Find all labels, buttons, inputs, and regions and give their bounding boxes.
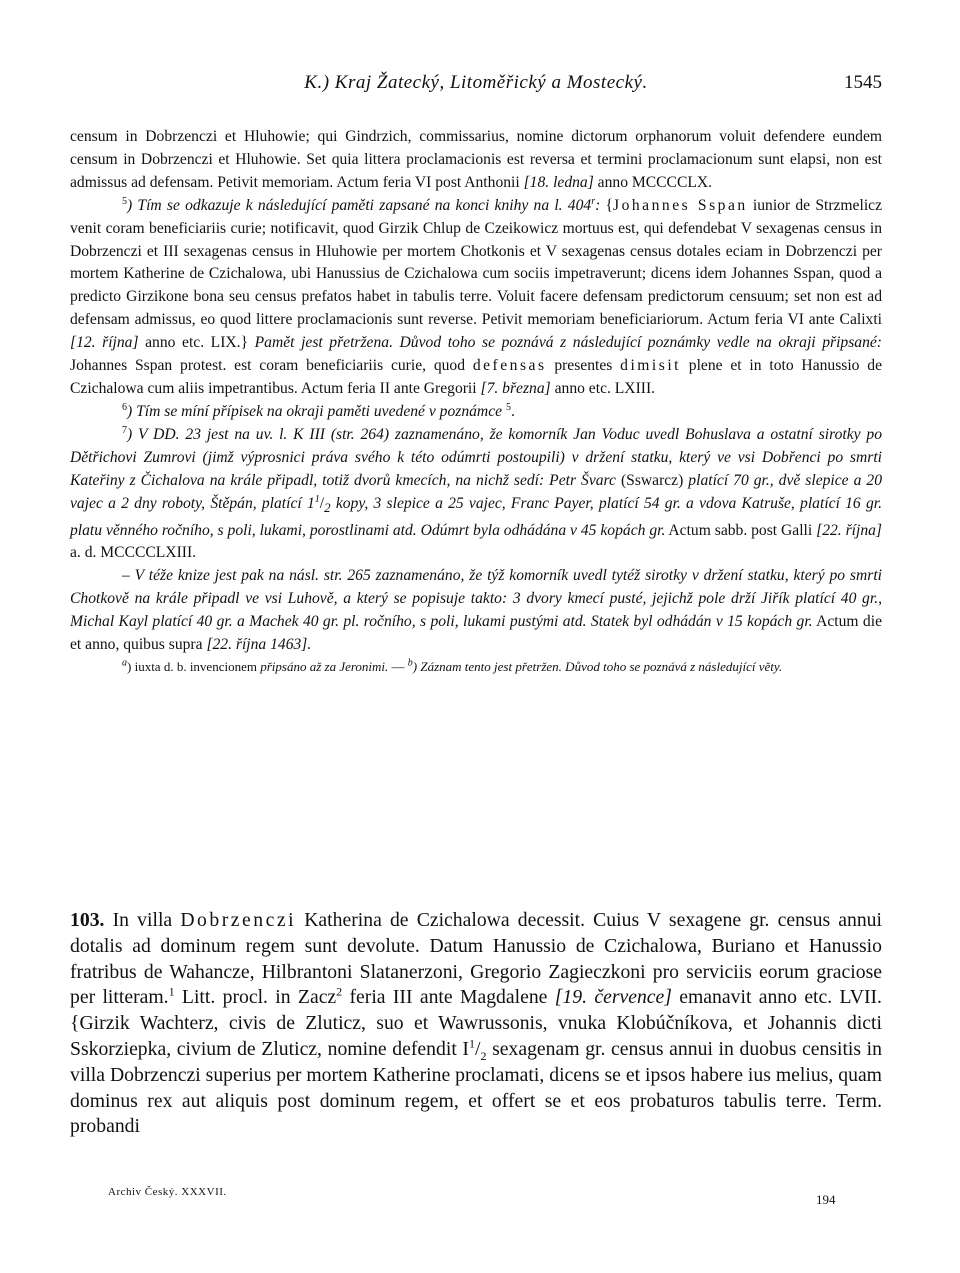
superscript: r bbox=[591, 195, 596, 207]
spaced-name: Johannes Sspan bbox=[613, 196, 748, 214]
entry-103: 103. In villa Dobrzenczi Katherina de Czichalowa decessit. Cuius V sexagene gr. census annui dotalis ad dominum regem sunt devolute. Datum Hanussio de Czichalowa, Buriano et Hanussio fratribus de Wahancze, Hilbrantoni Slatanerzoni, Gregorio Zagieczkoni pro serviciis eorum graciose per litteram.$^1$ Litt. procl. in Zacz$^2$ feria III ante Magdalene [19. července] emanavit anno etc. LVII. {Girzik Wachterz, civis de Zluticz, suo et Wawrussonis, vnuka Klobúčníkova, et Johannis dicti Sskorziepka, civium de Zluticz, nomine defendit $I^1/_2$ sexagenam gr. census annui in duobus censitis in villa Dobrzenczi superius per mortem Katherine proclamati, dicens se et ipsos habere ius melius, quam dominus rex aut aliquis post dominum regem, et offert se et eos probaturos tabulis terre. Term. probandi bbox=[70, 909, 882, 1138]
note-italic: platící 70 gr., dvě slepice a 20 vajec a 2 dny roboty, Štěpán, platící 1 bbox=[70, 471, 882, 512]
note-italic: ) Tím se míní přípisek na okraji paměti uvedené v poznámce bbox=[127, 402, 506, 420]
entry-text: Girzik Wachterz, civis de Zluticz, suo et Wawrussonis, vnuka Klobúčníkova, et Johannis dicti Sskorziepka, civium de Zluticz, nomine defendit I bbox=[70, 1012, 882, 1060]
note-text: Actum sabb. post Galli bbox=[665, 521, 817, 539]
note-text: . bbox=[510, 402, 515, 420]
footnote-5 bbox=[70, 195, 882, 401]
note-italic: ) V DD. 23 jest na uv. l. K III (str. 264) zaznamenáno, že komorník Jan Voduc uvedl Bohuslava a ostatní sirotky po Dětřichovi Zumrovi (jimž výprosnici práva svého k této odúmrti postoupili) v držení statku, který ve vsi Dobřenci po smrti Kateřiny z Čichalova na krále připadl, totiž dvorů kmecích, na nichž sedí: Petr Švarc bbox=[70, 425, 882, 489]
spaced-word: defensas bbox=[472, 357, 547, 375]
note-italic: ) Tím se odkazuje k následující paměti zapsané na konci knihy na l. 404 bbox=[127, 196, 592, 214]
footnote-6 bbox=[70, 401, 882, 424]
apparatus-separator: — bbox=[388, 658, 408, 674]
page-number: 1545 bbox=[844, 72, 882, 93]
footnotes-block bbox=[70, 126, 882, 676]
fraction-numerator: 1 bbox=[314, 493, 320, 505]
date-gloss: [22. října 1463]. bbox=[206, 636, 312, 654]
note-text: Actum die et anno, quibus supra bbox=[70, 613, 882, 654]
entry-text: feria III ante Magdalene bbox=[342, 986, 555, 1009]
note-text: anno etc. LXIII. bbox=[550, 379, 656, 397]
footnote-7-continued bbox=[70, 565, 882, 657]
note-italic: kopy, 3 slepice a 25 vajec, Franc Payer, platící 54 gr. a vdova Katruše, platící 16 gr. platu věnného ročního, s poli, lukami, porostlinami atd. Odúmrt byla odhádána v 45 kopách gr. bbox=[70, 494, 882, 539]
date-gloss: [7. března] bbox=[480, 379, 551, 397]
apparatus-text: ) iuxta d. b. invencionem bbox=[127, 658, 261, 674]
note-text: iunior de Strzmelicz venit coram beneficiariis curie; notificavit, quod Girzik Chlup de Czeikowicz mortuus est, qui defendebat V sexagenas census in Dobrzenczi et III sexagenas census in Hluhowie per mortem Chotkonis et V sexagenas census dotales eciam in Dobrzenczi per mortem Katherine de Czichalowa, ubi Hanussius de Czichalowa cum sociis impetraverunt; dicens idem Johannes Sspan, quod a predicto Girzikone bona seu census prefatos habet in tabulis terre. Voluit facere defensam predictorum censuum; set non est ad defensam admissus, eo quod littere proclamacionis sunt reverse. Petivit memoriam beneficiariorum. Actum feria VI ante Calixti bbox=[70, 196, 882, 329]
main-entry bbox=[70, 908, 882, 1140]
brace-open: { bbox=[605, 196, 614, 214]
note-italic: Pamět jest přetržena. Důvod toho se poznává z následující poznámky vedle na okraji připsané: bbox=[248, 334, 882, 352]
date-gloss: [12. října] bbox=[70, 334, 139, 352]
entry-text: emanavit anno etc. LVII. bbox=[671, 986, 882, 1009]
note-text: anno etc. LIX. bbox=[138, 334, 241, 352]
entry-text: In villa bbox=[104, 909, 181, 931]
footnote-reference: 1 bbox=[168, 984, 175, 999]
note-text: anno MCCCCLX. bbox=[593, 173, 713, 191]
date-gloss: [18. ledna] bbox=[523, 173, 594, 191]
footnote-marker: 7 bbox=[122, 424, 127, 436]
apparatus-italic: připsáno až za Jeronimi. bbox=[260, 658, 389, 674]
footnote-marker: 5 bbox=[122, 195, 127, 207]
note-text: censum in Dobrzenczi et Hluhowie; qui Gindrzich, commissarius, nomine dictorum orphanorum voluit defendere eundem censum in Dobrzenczi et Hluhowie. Set quia littera proclamacionis est reversa et termini proclamacionum sunt elapsi, non est admissus ad defensam. Petivit memoriam. Actum feria VI post Anthonii bbox=[70, 128, 882, 191]
note-italic: : bbox=[595, 196, 606, 214]
note-italic: – V téže knize jest pak na násl. str. 265 zaznamenáno, že týž komorník uvedl tytéž sirotky v držení statku, který po smrti Chotkově na krále připadl ve vsi Luhově, a který se popisuje takto: 3 dvory kmecí pusté, jejichž pole drží Jiřík platící 40 gr., Michal Kayl platící 40 gr. a Machek 40 gr. pl. ročního, s poli, lukami pustými atd. Statek byl odhádán v 15 kopách gr. bbox=[70, 567, 882, 631]
footnote-7: $^7$) V DD. 23 jest na uv. l. K III (str. 264) zaznamenáno, že komorník Jan Voduc uvedl Bohuslava a ostatní sirotky po Dětřichovi Zumrovi (jimž výprosnici práva svého k této odúmrti postoupili) v držení statku, který ve vsi Dobřenci po smrti Kateřiny z Čichalova na krále připadl, totiž dvorů kmecích, na nichž sedí: Petr Švarc (Sswarcz) platící 70 gr., dvě slepice a 20 vajec a 2 dny roboty, Štěpán, platící $1^1/_2$ kopy, 3 slepice a 25 vajec, Franc Payer, platící 54 gr. a vdova Katruše, platící 16 gr. platu věnného ročního, s poli, lukami, porostlinami atd. Odúmrt byla odhádána v 45 kopách gr. Actum sabb. post Galli [22. října] a. d. MCCCCLXIII. bbox=[70, 424, 882, 562]
footnote-marker: 6 bbox=[122, 401, 127, 413]
date-gloss: [22. října] bbox=[816, 521, 882, 539]
entry-text: sexagenam gr. census annui in duobus censitis in villa Dobrzenczi superius per mortem Katherine proclamati, dicens se et ipsos habere ius melius, quam dominus rex aut aliquis post dominum regem, et offert se et eos probaturos tabulis terre. Term. probandi bbox=[70, 1037, 882, 1138]
footnote-reference: 5 bbox=[505, 401, 511, 413]
textual-apparatus bbox=[70, 657, 882, 676]
fraction-denominator: 2 bbox=[324, 499, 331, 515]
apparatus-marker: b bbox=[407, 657, 413, 669]
note-paragraph-continuation bbox=[70, 126, 882, 195]
fraction-numerator: 1 bbox=[468, 1036, 475, 1051]
entry-text: Litt. procl. in Zacz bbox=[174, 986, 337, 1009]
fraction-denominator: 2 bbox=[480, 1048, 487, 1063]
brace-open: { bbox=[70, 1012, 80, 1035]
running-title: K.) Kraj Žatecký, Litoměřický a Mostecký. bbox=[304, 72, 648, 93]
sheet-signature: 194 bbox=[816, 1192, 836, 1207]
spaced-word: dimisit bbox=[620, 357, 681, 375]
note-text: a. d. MCCCCLXIII. bbox=[70, 544, 197, 562]
volume-signature: Archiv Český. XXXVII. bbox=[108, 1186, 227, 1198]
running-header bbox=[70, 72, 882, 96]
entry-text: Katherina de Czichalowa decessit. Cuius V sexagene gr. census annui dotalis ad dominum regem sunt devolute. Datum Hanussio de Czichalowa, Buriano et Hanussio fratribus de Wahancze, Hilbrantoni Slatanerzoni, Gregorio Zagieczkoni pro serviciis eorum graciose per litteram. bbox=[70, 909, 882, 1009]
date-gloss: [19. července] bbox=[554, 986, 672, 1009]
note-text: Johannes Sspan protest. est coram beneficiariis curie, quod bbox=[70, 357, 473, 375]
entry-number: 103. bbox=[70, 909, 105, 931]
apparatus-italic: ) Záznam tento jest přetržen. Důvod toho se poznává z následující věty. bbox=[412, 658, 783, 674]
brace-close: } bbox=[240, 334, 249, 352]
footnote-reference: 2 bbox=[336, 984, 343, 999]
spaced-place-name: Dobrzenczi bbox=[180, 909, 297, 931]
apparatus-marker: a bbox=[122, 657, 127, 669]
note-text: presentes bbox=[546, 357, 621, 375]
note-text: (Sswarcz) bbox=[620, 471, 684, 489]
note-text: plene et in toto Hanussio de Czichalowa cum aliis impetrantibus. Actum feria II ante Gregorii bbox=[70, 357, 882, 397]
